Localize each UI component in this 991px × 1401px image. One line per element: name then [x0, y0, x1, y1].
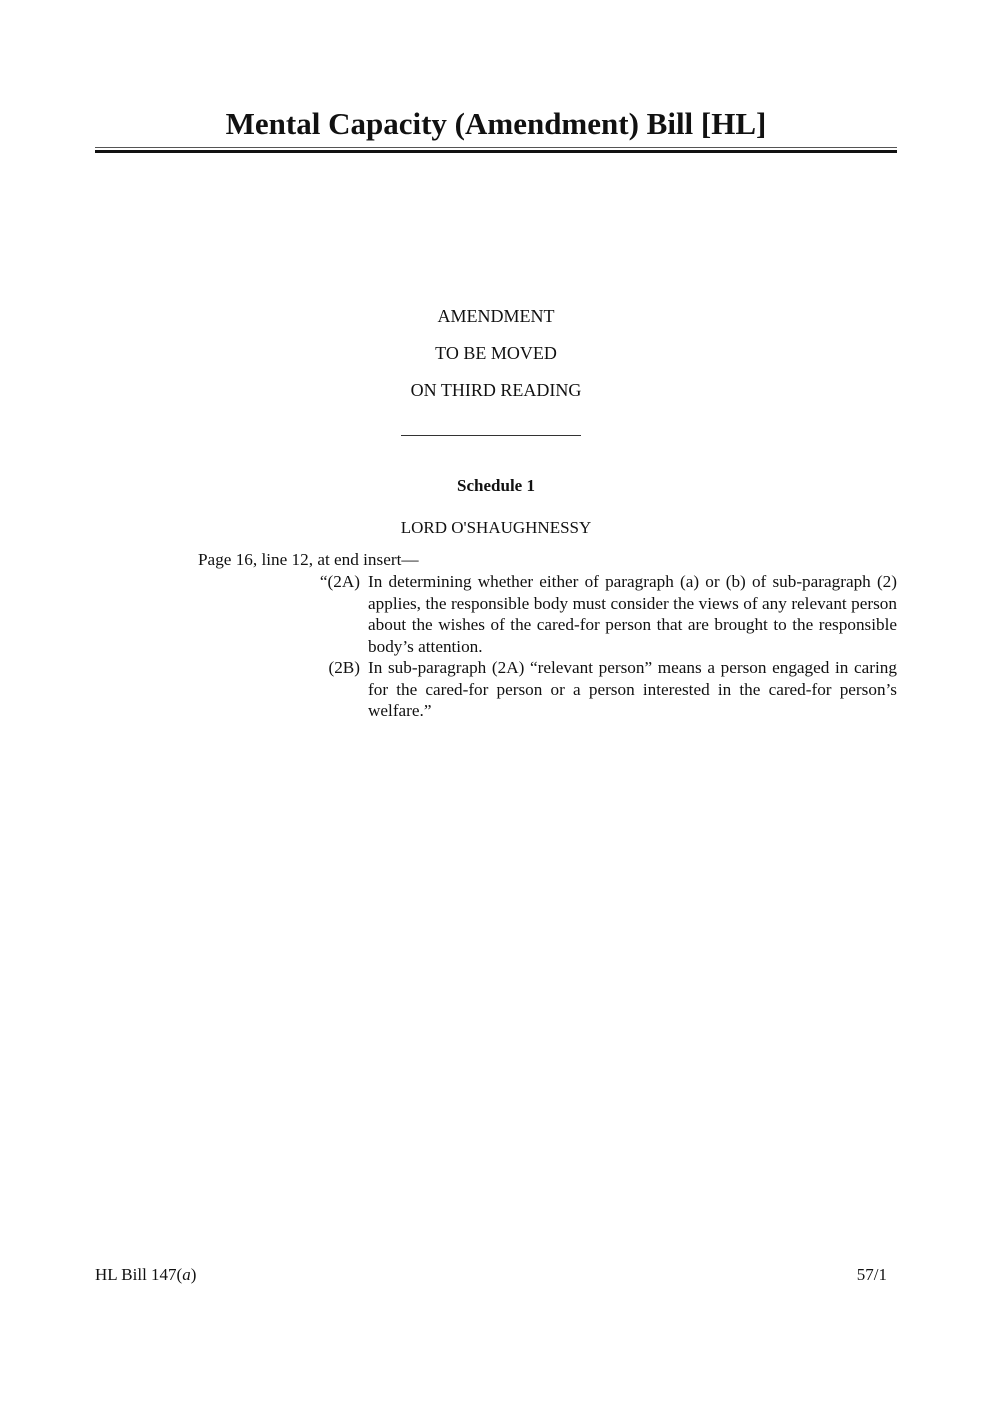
bill-ref-prefix: HL Bill 147(	[95, 1265, 183, 1284]
title-rule-thin	[95, 147, 897, 148]
heading-reading: ON THIRD READING	[410, 380, 582, 400]
title-rule-thick	[95, 150, 897, 153]
heading-amendment: AMENDMENT	[437, 306, 555, 326]
amendment-number: 57/1	[856, 1265, 887, 1284]
amendment-instruction: Page 16, line 12, at end insert—	[198, 550, 419, 569]
paragraph-label-2b: (2B)	[328, 658, 360, 677]
document-title: Mental Capacity (Amendment) Bill [HL]	[225, 106, 767, 141]
bill-ref-italic: a	[182, 1265, 191, 1284]
bill-reference	[95, 1265, 196, 1285]
schedule-heading: Schedule 1	[457, 476, 535, 495]
paragraph-text-2b: In sub-paragraph (2A) “relevant person” means a person engaged in caring for the cared-for person or a person interested in the cared-for person’s welfare.”	[368, 658, 897, 720]
heading-to-be-moved: TO BE MOVED	[435, 343, 557, 363]
paragraph-label-2a: “(2A)	[319, 572, 360, 591]
mover-name: LORD O'SHAUGHNESSY	[400, 518, 592, 537]
section-divider	[401, 435, 581, 436]
bill-ref-suffix: )	[190, 1265, 197, 1284]
paragraph-text-2a: In determining whether either of paragraph (a) or (b) of sub-paragraph (2) applies, the responsible body must consider the views of any relevant person about the wishes of the cared-for person that are brought to the responsible body’s attention.	[368, 572, 897, 656]
